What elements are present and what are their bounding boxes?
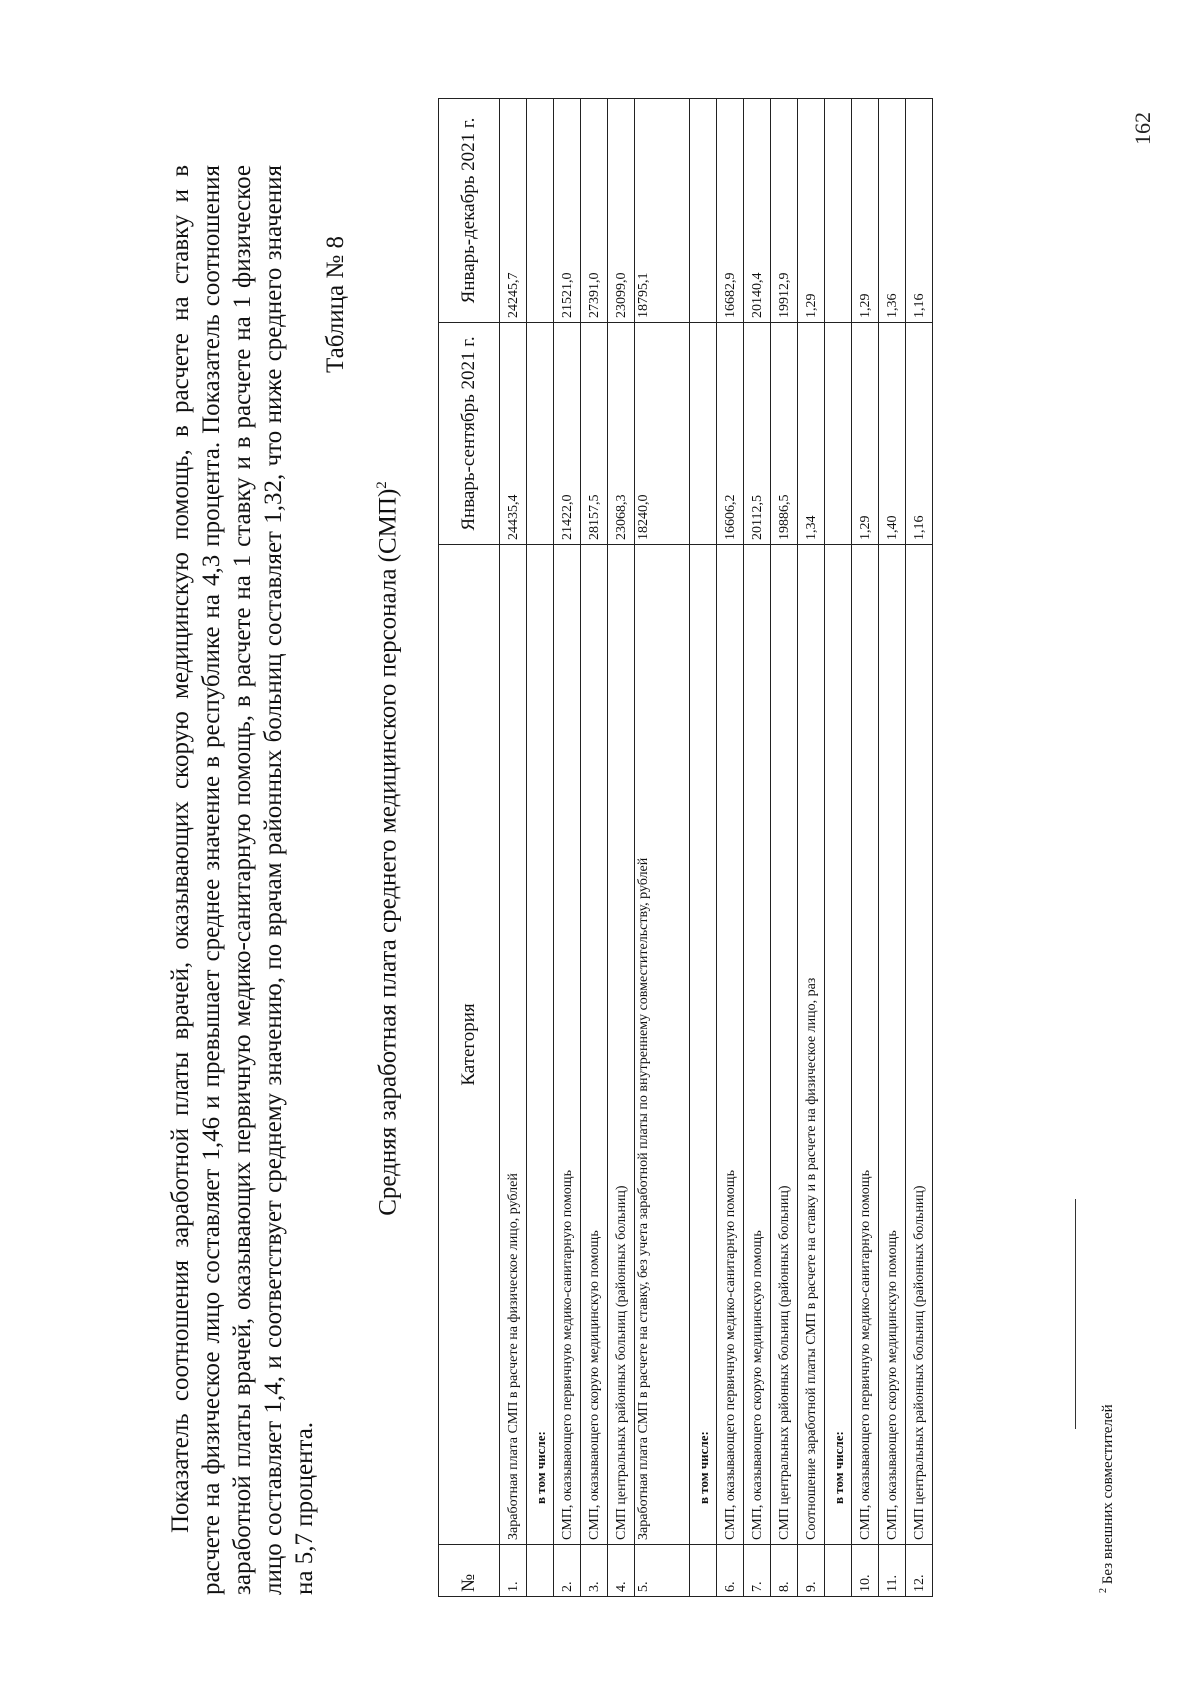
footnote [1098,1404,1117,1593]
row-number: 6. [717,1545,744,1597]
row-category: Соотношение заработной платы СМП в расчете на ставку и в расчете на физическое лицо, раз [798,545,825,1545]
table-title [374,0,402,1697]
row-value-jan-dec: 24245,7 [500,99,527,323]
row-category: Заработная плата СМП в расчете на физическое лицо, рублей [500,545,527,1545]
table-row [825,99,852,1597]
row-value-jan-dec: 1,29 [798,99,825,323]
row-value-jan-dec: 27391,0 [581,99,608,323]
row-number: 3. [581,1545,608,1597]
row-value-jan-sep: 16606,2 [717,323,744,545]
row-value-jan-dec: 20140,4 [744,99,771,323]
row-number: 11. [879,1545,906,1597]
table-row [527,99,554,1597]
paragraph-text: Показатель соотношения заработной платы врачей, оказывающих скорую медицинскую помощь, в расчете на ставку и в расчете на физическое лицо составляет 1,46 и превышает среднее значение в республике на 4,3 процента. Показатель соотношения заработной платы врачей, оказывающих первичную медико-санитарную помощь, в расчете на 1 ставку и в расчете на 1 физическое лицо составляет 1,4, и соответствует среднему значению, по врачам районных больниц составляет 1,32, что ниже среднего значения на 5,7 процента. [167,165,318,1595]
header-category: Категория [439,545,500,1545]
row-value-jan-sep [690,323,717,545]
table-row [581,99,608,1597]
footnote-rule [1075,1199,1076,1429]
row-value-jan-dec [527,99,554,323]
body-paragraph [165,165,320,1595]
row-value-jan-sep: 1,34 [798,323,825,545]
row-value-jan-dec [690,99,717,323]
row-value-jan-sep: 18240,0 [635,323,690,545]
table-row [500,99,527,1597]
row-value-jan-sep [825,323,852,545]
row-value-jan-sep: 1,40 [879,323,906,545]
table-row [690,99,717,1597]
row-category: СМП, оказывающего скорую медицинскую помощь [879,545,906,1545]
row-category: СМП, оказывающего первичную медико-санитарную помощь [554,545,581,1545]
row-category: в том числе: [527,545,554,1545]
table-row [852,99,879,1597]
row-number: 7. [744,1545,771,1597]
row-category: СМП центральных районных больниц (районных больниц) [906,545,933,1545]
page-number: 162 [1130,112,1155,145]
table-row [717,99,744,1597]
table-row [554,99,581,1597]
table-label: Таблица № 8 [322,236,349,374]
row-value-jan-sep: 23068,3 [608,323,635,545]
row-number: 1. [500,1545,527,1597]
row-category: СМП, оказывающего скорую медицинскую помощь [581,545,608,1545]
row-value-jan-dec [825,99,852,323]
table-row [608,99,635,1597]
row-category: СМП, оказывающего скорую медицинскую помощь [744,545,771,1545]
row-value-jan-dec: 19912,9 [771,99,798,323]
row-value-jan-sep: 1,16 [906,323,933,545]
row-number: 4. [608,1545,635,1597]
table-header-row [439,99,500,1597]
footnote-mark: 2 [1098,1588,1109,1593]
row-value-jan-dec: 21521,0 [554,99,581,323]
header-num: № [439,1545,500,1597]
row-number: 12. [906,1545,933,1597]
footnote-text: Без внешних совместителей [1100,1404,1116,1585]
header-jan-dec: Январь-декабрь 2021 г. [439,99,500,323]
row-category: СМП, оказывающего первичную медико-санитарную помощь [852,545,879,1545]
row-number: 5. [635,1545,690,1597]
table-row [635,99,690,1597]
row-number: 8. [771,1545,798,1597]
table-body [500,99,933,1597]
row-value-jan-sep: 24435,4 [500,323,527,545]
row-value-jan-dec: 1,36 [879,99,906,323]
footnote-ref: 2 [374,481,390,489]
row-value-jan-sep: 28157,5 [581,323,608,545]
table-row [906,99,933,1597]
row-number [527,1545,554,1597]
row-category: в том числе: [690,545,717,1545]
table-row [744,99,771,1597]
row-value-jan-dec: 1,29 [852,99,879,323]
row-number: 9. [798,1545,825,1597]
row-category: СМП центральных районных больниц (районных больниц) [771,545,798,1545]
row-value-jan-dec: 18795,1 [635,99,690,323]
row-value-jan-sep: 19886,5 [771,323,798,545]
table-row [879,99,906,1597]
row-number: 2. [554,1545,581,1597]
row-value-jan-sep: 1,29 [852,323,879,545]
row-value-jan-dec: 1,16 [906,99,933,323]
row-number [690,1545,717,1597]
row-value-jan-sep: 21422,0 [554,323,581,545]
row-number: 10. [852,1545,879,1597]
row-value-jan-dec: 16682,9 [717,99,744,323]
row-value-jan-sep [527,323,554,545]
row-category: в том числе: [825,545,852,1545]
row-number [825,1545,852,1597]
row-value-jan-sep: 20112,5 [744,323,771,545]
row-category: СМП, оказывающего первичную медико-санитарную помощь [717,545,744,1545]
row-value-jan-dec: 23099,0 [608,99,635,323]
table-title-text: Средняя заработная плата среднего медицинского персонала (СМП) [374,488,402,1216]
row-category: СМП центральных районных больниц (районных больниц) [608,545,635,1545]
salary-table [438,98,933,1597]
table-row [798,99,825,1597]
header-jan-sep: Январь-сентябрь 2021 г. [439,323,500,545]
table-row [771,99,798,1597]
row-category: Заработная плата СМП в расчете на ставку, без учета заработной платы по внутреннему совместительству, рублей [635,545,690,1545]
